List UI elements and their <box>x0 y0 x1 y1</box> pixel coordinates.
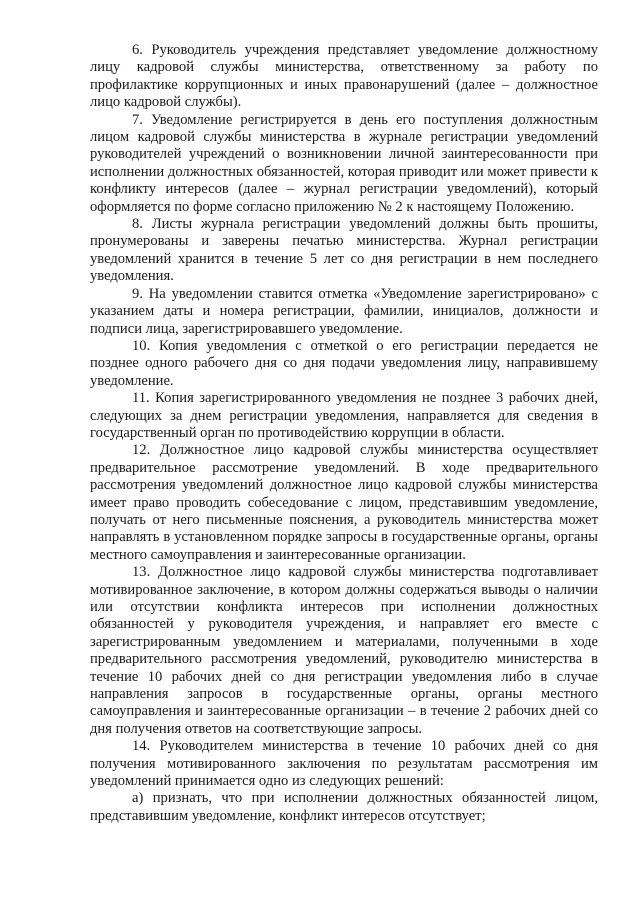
paragraph-11: 11. Копия зарегистрированного уведомления не позднее 3 рабочих дней, следующих за днем регистрации уведомления, направляется для сведения в государственный орган по противодействию коррупции в области. <box>90 390 598 441</box>
paragraph-14: 14. Руководителем министерства в течение 10 рабочих дней со дня получения мотивированного заключения по результатам рассмотрения им уведомлений принимается одно из следующих решений: <box>90 738 598 790</box>
paragraph-7: 7. Уведомление регистрируется в день его поступления должностным лицом кадровой службы министерства в журнале регистрации уведомлений руководителей учреждений о возникновении личной заинтересованности при исполнении должностных обязанностей, которая приводит или может привести к конфликту интересов (далее – журнал регистрации уведомлений), который оформляется по форме согласно приложению № 2 к настоящему Положению. <box>90 111 598 215</box>
paragraph-6: 6. Руководитель учреждения представляет уведомление должностному лицу кадровой службы министерства, ответственному за работу по профилактике коррупционных и иных правонарушений (далее – должностное лицо кадровой службы). <box>90 42 598 111</box>
paragraph-14a: а) признать, что при исполнении должностных обязанностей лицом, представившим уведомление, конфликт интересов отсутствует; <box>90 790 598 824</box>
paragraph-10: 10. Копия уведомления с отметкой о его регистрации передается не позднее одного рабочего дня со дня подачи уведомления лицу, направившему уведомление. <box>90 337 598 389</box>
paragraph-8: 8. Листы журнала регистрации уведомлений должны быть прошиты, пронумерованы и заверены печатью министерства. Журнал регистрации уведомлений хранится в течение 5 лет со дня регистрации в нем последнего уведомления. <box>90 216 598 285</box>
paragraph-12: 12. Должностное лицо кадровой службы министерства осуществляет предварительное рассмотрение уведомлений. В ходе предварительного рассмотрения уведомлений должностное лицо кадровой службы министерства имеет право проводить собеседование с лицом, представившим уведомление, получать от него письменные пояснения, а руководитель министерства может направлять в установленном порядке запросы в государственные органы, органы местного самоуправления и заинтересованные организации. <box>90 442 598 563</box>
paragraph-9: 9. На уведомлении ставится отметка «Уведомление зарегистрировано» с указанием даты и номера регистрации, фамилии, инициалов, должности и подписи лица, зарегистрировавшего уведомление. <box>90 285 598 337</box>
paragraph-13: 13. Должностное лицо кадровой службы министерства подготавливает мотивированное заключение, в котором должны содержаться выводы о наличии или отсутствии конфликта интересов при исполнении должностных обязанностей у руководителя учреждения, и направляет его вместе с зарегистрированным уведомлением и материалами, полученными в ходе предварительного рассмотрения уведомлений, руководителю министерства в течение 10 рабочих дней со дня регистрации уведомления либо в случае направления запросов в государственные органы, органы местного самоуправления и заинтересованные организации – в течение 2 рабочих дней со дня получения ответов на соответствующие запросы. <box>90 564 598 737</box>
document-page <box>90 42 598 825</box>
